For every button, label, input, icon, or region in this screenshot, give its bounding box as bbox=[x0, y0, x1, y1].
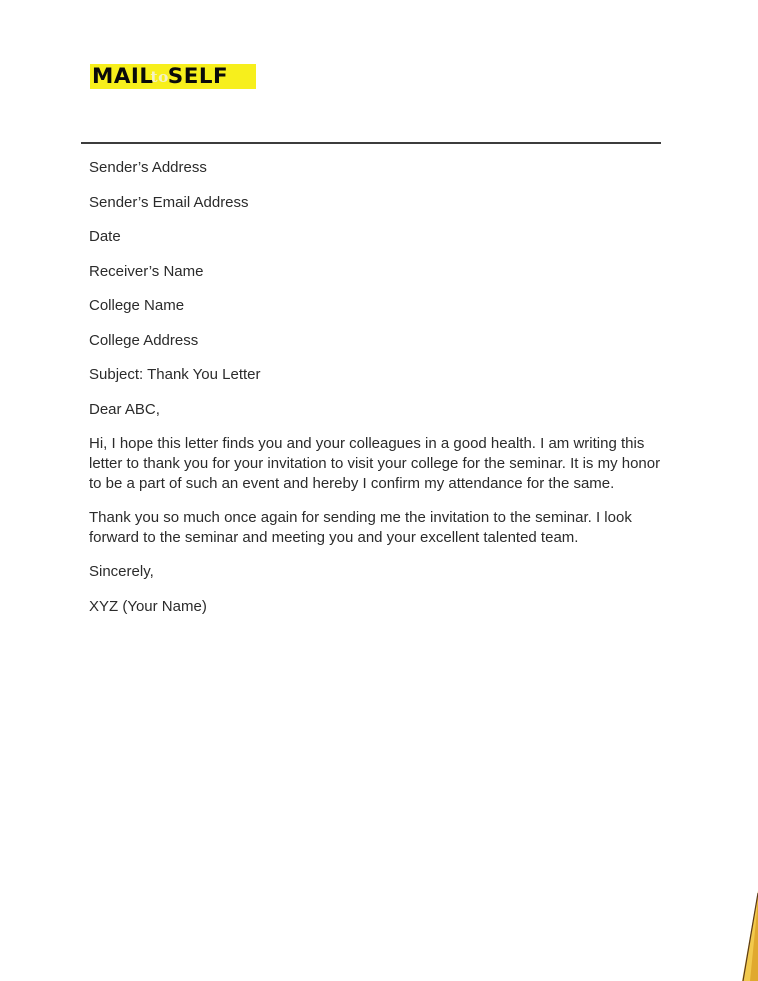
header-divider bbox=[81, 142, 661, 144]
closing: Sincerely, bbox=[89, 563, 154, 580]
decorative-corner-graphic bbox=[728, 891, 758, 981]
sender-address: Sender’s Address bbox=[89, 159, 207, 176]
signature: XYZ (Your Name) bbox=[89, 598, 207, 615]
paragraph-line: Hi, I hope this letter finds you and your colleagues in a good health. I am writing this bbox=[89, 435, 645, 452]
receiver-name: Receiver’s Name bbox=[89, 263, 204, 280]
paragraph-line: forward to the seminar and meeting you and your excellent talented team. bbox=[89, 529, 579, 546]
date: Date bbox=[89, 228, 121, 245]
body-paragraph-1 bbox=[89, 434, 659, 494]
paragraph-line: to be a part of such an event and hereby I confirm my attendance for the same. bbox=[89, 475, 615, 492]
college-name: College Name bbox=[89, 297, 185, 314]
logo-to: to bbox=[150, 67, 169, 86]
logo-self: SELF bbox=[167, 63, 229, 88]
logo-mail: MAIL bbox=[92, 63, 154, 88]
logo-text bbox=[92, 64, 228, 90]
paragraph-line: letter to thank you for your invitation to visit your college for the seminar. It is my honor bbox=[89, 455, 661, 472]
mailtoself-logo bbox=[90, 64, 256, 89]
paragraph-line: Thank you so much once again for sending me the invitation to the seminar. I look bbox=[89, 509, 632, 526]
subject-line: Subject: Thank You Letter bbox=[89, 366, 261, 383]
salutation: Dear ABC, bbox=[89, 401, 160, 418]
body-paragraph-2 bbox=[89, 508, 659, 548]
college-address: College Address bbox=[89, 332, 199, 349]
sender-email: Sender’s Email Address bbox=[89, 194, 249, 211]
